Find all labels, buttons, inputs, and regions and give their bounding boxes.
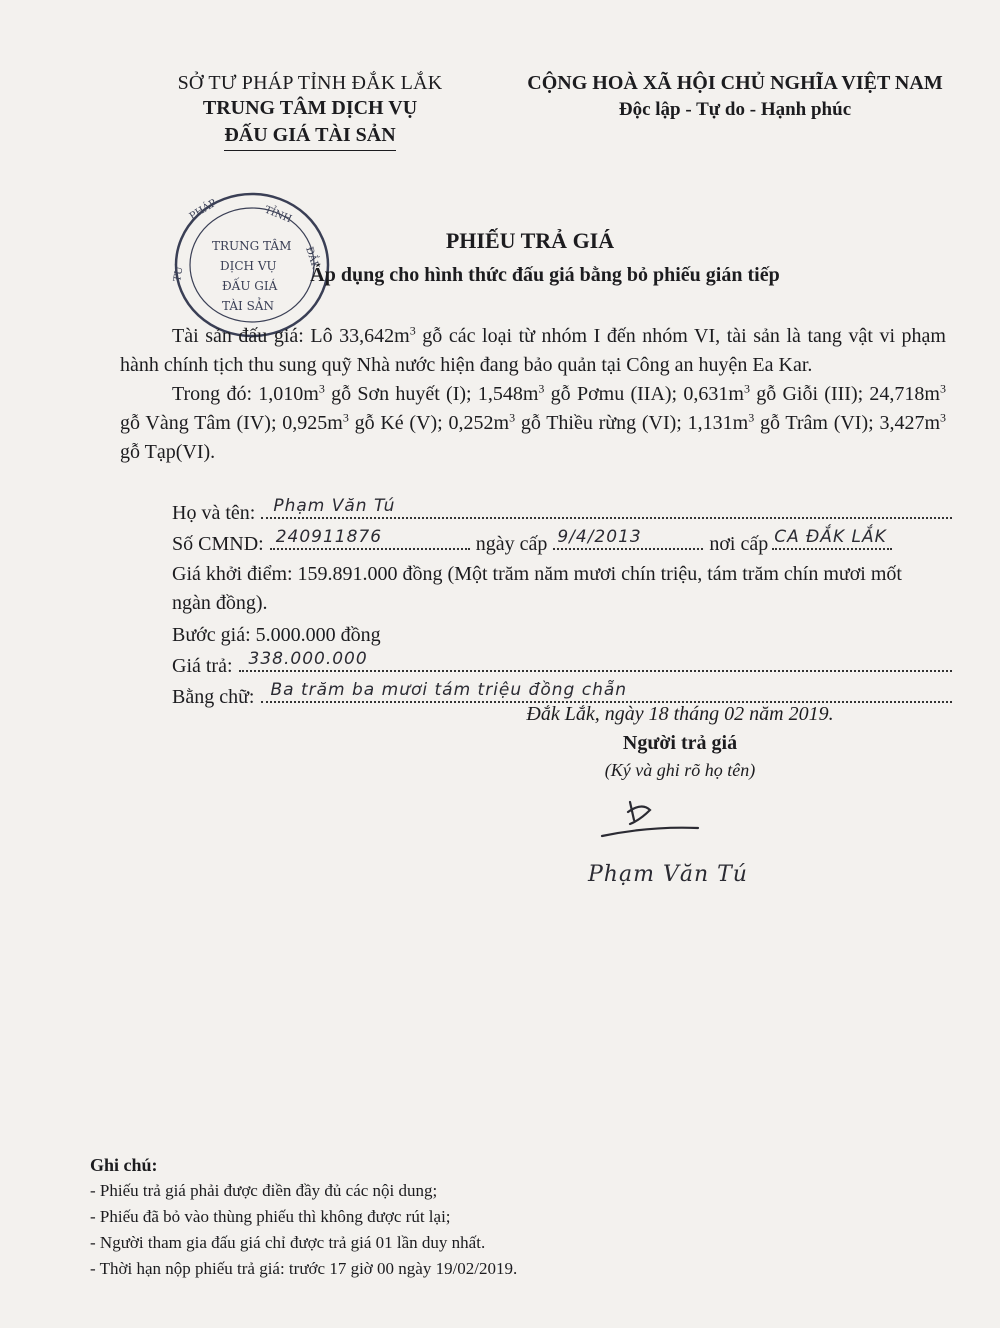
name-label: Họ và tên: xyxy=(172,502,256,524)
bid-value: 338.000.000 xyxy=(248,649,368,669)
notes-section xyxy=(90,1152,790,1282)
bidder-form xyxy=(172,498,952,713)
name-value: Phạm Văn Tú xyxy=(273,496,396,516)
issue-date-field[interactable] xyxy=(553,527,703,550)
agency-name-line2: ĐẤU GIÁ TÀI SẢN xyxy=(224,122,395,151)
asset-paragraph: Tài sản đấu giá: Lô $33,642m^3$ gỗ các loại từ nhóm I đến nhóm VI, tài sản là tang vật vi phạm hành chính tịch thu sung quỹ Nhà nước hiện đang bảo quản tại Công an huyện Ea Kar. xyxy=(120,323,946,376)
svg-text:TỈNH: TỈNH xyxy=(262,204,294,226)
issue-place-value: CA ĐẮK LẮK xyxy=(774,527,887,547)
signer-hint: (Ký và ghi rõ họ tên) xyxy=(604,760,756,780)
signed-name: Phạm Văn Tú xyxy=(588,862,748,887)
stamp-line3: ĐẤU GIÁ xyxy=(222,279,278,293)
stamp-line2: DỊCH VỤ xyxy=(220,259,277,273)
issue-date-value: 9/4/2013 xyxy=(557,527,642,547)
signer-title: Người trả giá xyxy=(622,732,738,754)
form-title: PHIẾU TRẢ GIÁ xyxy=(445,228,615,253)
start-price: Giá khởi điểm: 159.891.000 đồng (Một trăm năm mươi chín triệu, tám trăm chín mươi mốt ngàn đồng). xyxy=(172,563,902,614)
issue-place-field[interactable] xyxy=(772,527,892,550)
words-value: Ba trăm ba mươi tám triệu đồng chẵn xyxy=(270,680,628,700)
words-label: Bằng chữ: xyxy=(172,686,255,708)
national-header xyxy=(510,72,960,125)
id-row xyxy=(172,529,952,560)
id-value: 240911876 xyxy=(275,527,383,547)
note-item: - Phiếu trả giá phải được điền đầy đủ các nội dung; xyxy=(90,1181,438,1200)
words-field[interactable] xyxy=(261,680,953,703)
form-subtitle: Áp dụng cho hình thức đấu giá bằng bỏ phiếu gián tiếp xyxy=(310,264,780,286)
id-label: Số CMND: xyxy=(172,533,264,555)
agency-parent: SỞ TƯ PHÁP TỈNH ĐẮK LẮK xyxy=(177,72,443,94)
name-field[interactable] xyxy=(261,496,952,519)
national-motto: Độc lập - Tự do - Hạnh phúc xyxy=(618,99,852,120)
svg-text:TƯ: TƯ xyxy=(172,265,186,283)
bid-field[interactable] xyxy=(239,649,952,672)
agency-header xyxy=(160,72,460,151)
agency-name-line1: TRUNG TÂM DỊCH VỤ xyxy=(202,97,418,119)
signature-mark xyxy=(590,790,730,850)
notes-title: Ghi chú: xyxy=(90,1155,158,1175)
note-item: - Thời hạn nộp phiếu trả giá: trước 17 giờ 00 ngày 19/02/2019. xyxy=(90,1259,518,1278)
svg-text:ĐẮK: ĐẮK xyxy=(303,245,321,271)
issue-date-label: ngày cấp xyxy=(475,533,548,555)
bid-label: Giá trả: xyxy=(172,655,233,677)
stamp-line1: TRUNG TÂM xyxy=(212,239,292,253)
issue-place-label: nơi cấp xyxy=(709,533,769,555)
date-line: Đắk Lắk, ngày 18 tháng 02 năm 2019. xyxy=(526,703,834,725)
svg-text:PHÁP: PHÁP xyxy=(187,197,219,223)
asset-description xyxy=(120,322,946,467)
note-item: - Phiếu đã bỏ vào thùng phiếu thì không được rút lại; xyxy=(90,1207,451,1226)
id-field[interactable] xyxy=(270,527,470,550)
asset-breakdown: Trong đó: $1,010m^3$ gỗ Sơn huyết (I); $1,548m^3$ gỗ Pơmu (IIA); $0,631m^3$ gỗ Giỗi (III); $24,718m^3$ gỗ Vàng Tâm (IV); $0,925m^3$ gỗ Ké (V); $0,252m^3$ gỗ Thiều rừng (VI); $1,131m^3$ gỗ Trâm (VI); $3,427m^3$ gỗ Tạp(VI). xyxy=(120,381,947,463)
national-title: CỘNG HOÀ XÃ HỘI CHỦ NGHĨA VIỆT NAM xyxy=(527,72,943,94)
step-price: Bước giá: 5.000.000 đồng xyxy=(172,624,381,646)
note-item: - Người tham gia đấu giá chỉ được trả giá 01 lần duy nhất. xyxy=(90,1233,486,1252)
stamp-line4: TÀI SẢN xyxy=(222,299,274,313)
